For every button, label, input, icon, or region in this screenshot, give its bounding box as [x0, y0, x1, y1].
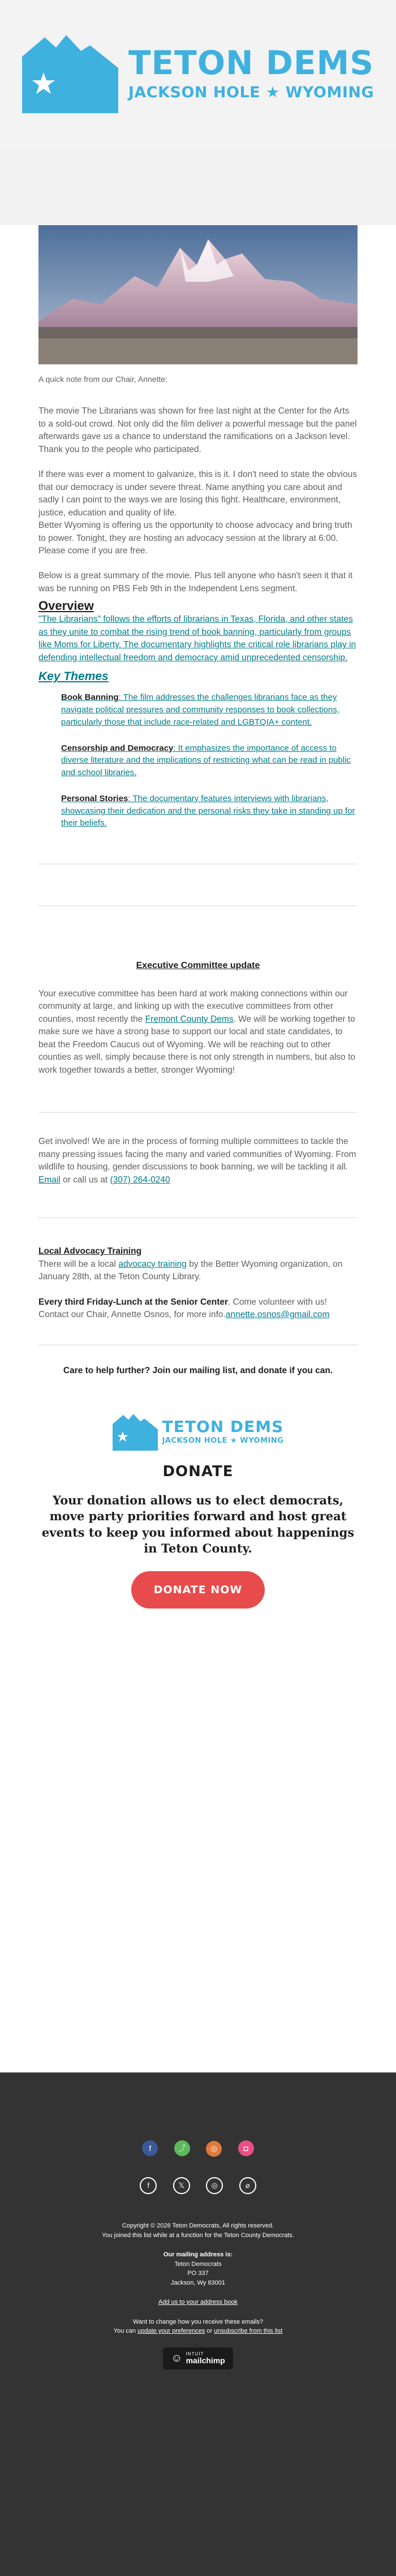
- theme-personal-stories[interactable]: Personal Stories: The documentary features interviews with librarians, showcasing their dedication and the personal risks they take in standing up for their beliefs.: [61, 793, 355, 828]
- teton-dems-logo-small: TETON DEMS JACKSON HOLE ★ WYOMING: [0, 1413, 396, 1451]
- email-link[interactable]: Email: [38, 1175, 61, 1185]
- mailchimp-name: mailchimp: [186, 2356, 225, 2365]
- footer: [0, 2072, 396, 2576]
- intro-paragraph-3: Below is a great summary of the movie. Plus tell anyone who hasn't seen it that it was be running on PBS Feb 9th in the Independent Lens segment.: [38, 571, 353, 594]
- intro-paragraph-2b: Better Wyoming is offering us the opportunity to choose advocacy and bring truth to power. Tonight, they are hosting an advocacy session at the library at 6:00.: [38, 521, 352, 543]
- chair-email-link[interactable]: annette.osnos@gmail.com: [225, 1310, 330, 1320]
- mailchimp-badge[interactable]: [163, 2347, 233, 2369]
- joined-note: You joined this list while at a function for the Teton County Democrats.: [102, 2231, 294, 2239]
- divider: [38, 905, 358, 906]
- address-label: Our mailing address is:: [163, 2251, 233, 2258]
- cta-text: Care to help further? Join our mailing list, and donate if you can.: [63, 1365, 333, 1375]
- overview-heading: Overview: [38, 599, 94, 613]
- executive-text: Your executive committee has been hard at work making connections within our community at large, and linking up with the executive committees from other counties, most recently the Fremont County Dems. We will be working together to make sure we have a strong base to support our local and state candidates, to beat the Freedom Caucus out of Wyoming. We will be reaching out to other counties as well, simply because there is not only strength in numbers, but also to work together towards a better, stronger Wyoming!: [38, 989, 356, 1075]
- mailchimp-intuit: INTUIT: [186, 2351, 204, 2356]
- teton-mountains-photo: [38, 225, 358, 364]
- divider: [38, 863, 358, 865]
- social-bottom: [0, 2177, 396, 2195]
- x-icon[interactable]: 𝕏: [173, 2177, 190, 2194]
- instagram-icon[interactable]: ◘: [238, 2140, 254, 2156]
- copyright: Copyright © 2026 Teton Democrats, All rights reserved.: [122, 2222, 274, 2229]
- lunch-text: Every third Friday-Lunch at the Senior Center. Come volunteer with us! Contact our Chair, Annette Osnos, for more info.annette.osnos@gmail.com: [38, 1297, 330, 1320]
- header: [0, 0, 396, 147]
- address-line-3: Jackson, Wy 83001: [171, 2279, 225, 2286]
- intro-paragraph-2c: Please come if you are free.: [38, 545, 148, 556]
- link-icon[interactable]: ⌀: [239, 2177, 256, 2194]
- key-themes-heading: Key Themes: [38, 670, 109, 683]
- divider: [38, 1112, 358, 1113]
- teton-dems-logo[interactable]: [22, 34, 374, 113]
- address-line-2: PO 337: [187, 2270, 209, 2277]
- mountain-logo-icon: [22, 34, 118, 113]
- overview-text[interactable]: "The Librarians" follows the efforts of librarians in Texas, Florida, and other states as they unite to combat the rising trend of book banning, particularly from groups like Moms for Liberty. The documentary highlights the critical role librarians play in defending intellectual freedom and democracy amid unprecedented censorship.: [38, 614, 356, 663]
- facebook-outline-icon[interactable]: f: [140, 2177, 157, 2194]
- donate-heading: DONATE: [162, 1463, 234, 1480]
- theme-book-banning[interactable]: Book Banning: The film addresses the challenges librarians face as they navigate political pressures and community responses to book collections, particularly those that include race-related and LGBTQIA+ content.: [61, 693, 339, 727]
- divider: [38, 1344, 358, 1345]
- phone-link[interactable]: (307) 264-0240: [110, 1175, 170, 1185]
- fremont-county-link[interactable]: Fremont County Dems: [145, 1014, 234, 1024]
- preferences-line: You can update your preferences or unsubscribe from this list: [113, 2328, 283, 2334]
- share-icon[interactable]: ⤴: [174, 2140, 190, 2156]
- logo-title: TETON DEMS: [128, 43, 375, 82]
- donate-text: Your donation allows us to elect democrats, move party priorities forward and host great events to keep you informed about happenings in Teton County.: [41, 1493, 355, 1556]
- change-note: Want to change how you receive these emails?: [132, 2318, 264, 2325]
- divider: [38, 1217, 358, 1218]
- intro-paragraph-1: The movie The Librarians was shown for free last night at the Center for the Arts to a sold-out crowd. Not only did the film deliver a powerful message but the panel afterwards gave us a chance to understand the ramifications on a Jackson level. Thank you to the people who participated.: [38, 406, 357, 454]
- advocacy-text: There will be a local advocacy training by the Better Wyoming organization, on January 28th, at the Teton County Library.: [38, 1259, 343, 1282]
- advocacy-heading: Local Advocacy Training: [38, 1246, 142, 1257]
- advocacy-training-link[interactable]: advocacy training: [118, 1259, 187, 1269]
- social-top: [0, 2140, 396, 2157]
- website-icon[interactable]: ◎: [206, 2141, 222, 2157]
- logo-subtitle: JACKSON HOLE ★ WYOMING: [128, 83, 375, 101]
- intro-caption: A quick note from our Chair, Annette:: [38, 375, 168, 384]
- mountain-logo-icon: [113, 1413, 158, 1451]
- mailchimp-icon: ☺: [171, 2351, 183, 2364]
- address-line-1: Teton Democrats: [174, 2260, 222, 2268]
- email-body: [0, 225, 396, 2072]
- donate-section: [0, 1413, 396, 1609]
- executive-heading: Executive Committee update: [136, 961, 260, 971]
- theme-censorship[interactable]: Censorship and Democracy: It emphasizes the importance of access to diverse literature and the implications of restricting what can be read in public and school libraries.: [61, 743, 351, 778]
- get-involved-text: Get involved! We are in the process of forming multiple committees to tackle the many pressing issues facing the many and varied communities of Wyoming. From wildlife to housing, gender discussions to book banning, we will be tackling it all. Email or call us at (307) 264-0240: [38, 1137, 356, 1185]
- unsubscribe-link[interactable]: unsubscribe from this list: [214, 2328, 283, 2334]
- add-address-book-link[interactable]: Add us to your address book: [158, 2299, 238, 2306]
- intro-paragraph-2a: If there was ever a moment to galvanize, this is it. I don't need to state the obvious that our democracy is under severe threat. Name anything you care about and sadly I can point to the ways we are losing this fight. Healthcare, environment, justice, education and quality of life.: [38, 470, 357, 518]
- donate-now-button[interactable]: DONATE NOW: [131, 1571, 265, 1609]
- update-preferences-link[interactable]: update your preferences: [137, 2328, 205, 2334]
- instagram-outline-icon[interactable]: ◎: [206, 2177, 223, 2194]
- facebook-icon[interactable]: f: [142, 2140, 158, 2156]
